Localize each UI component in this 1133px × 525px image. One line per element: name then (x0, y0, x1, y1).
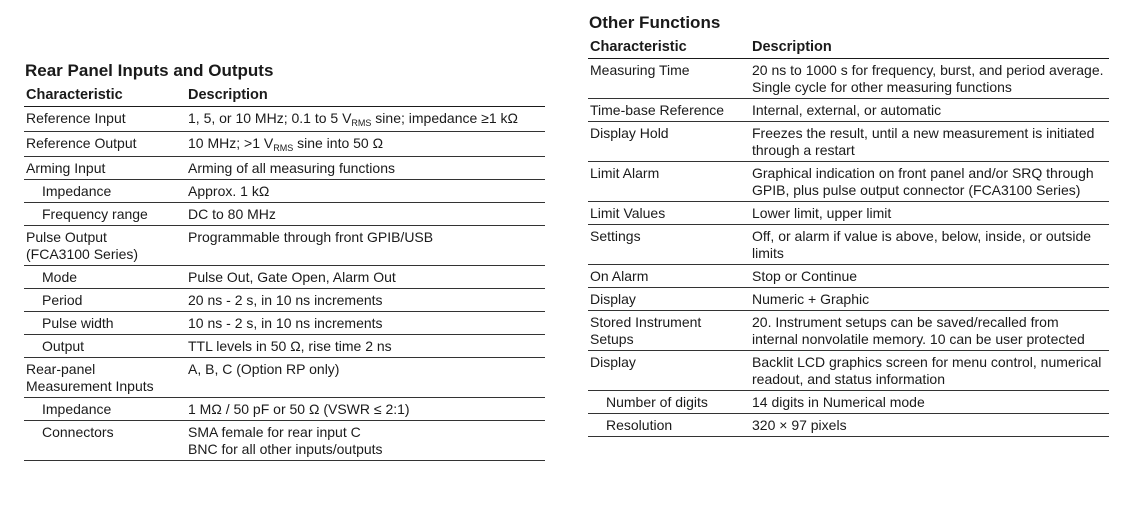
table-row (24, 289, 545, 312)
description-cell: 14 digits in Numerical mode (750, 391, 1109, 414)
table-header-row (588, 39, 1109, 59)
description-cell: Approx. 1 kΩ (186, 180, 545, 203)
table-row (588, 265, 1109, 288)
characteristic-cell: Pulse Output (FCA3100 Series) (24, 226, 186, 266)
characteristic-cell: Limit Alarm (588, 162, 750, 202)
description-cell: Arming of all measuring functions (186, 157, 545, 180)
table-row (588, 311, 1109, 351)
description-cell: A, B, C (Option RP only) (186, 358, 545, 398)
description-cell: Freezes the result, until a new measurement is initiated through a restart (750, 122, 1109, 162)
table-row (24, 421, 545, 461)
table-row (588, 162, 1109, 202)
characteristic-cell: Period (24, 289, 186, 312)
other-functions-rows (588, 59, 1109, 437)
table-row (24, 358, 545, 398)
table-row (588, 122, 1109, 162)
characteristic-cell: Stored Instrument Setups (588, 311, 750, 351)
table-row (24, 398, 545, 421)
description-cell: Stop or Continue (750, 265, 1109, 288)
characteristic-cell: Limit Values (588, 202, 750, 225)
table-row (588, 59, 1109, 99)
description-cell: 10 MHz; >1 $V_{RMS}$ sine into 50 Ω (186, 132, 545, 157)
description-cell: Pulse Out, Gate Open, Alarm Out (186, 266, 545, 289)
characteristic-header: Characteristic (24, 87, 186, 107)
table-row (24, 312, 545, 335)
characteristic-cell: Connectors (24, 421, 186, 461)
description-cell: Numeric + Graphic (750, 288, 1109, 311)
characteristic-cell: Display Hold (588, 122, 750, 162)
characteristic-cell: Reference Input (24, 107, 186, 132)
characteristic-cell: Resolution (588, 414, 750, 437)
other-functions-table (588, 39, 1109, 437)
table-row (24, 107, 545, 132)
description-header: Description (750, 39, 1109, 59)
characteristic-cell: Reference Output (24, 132, 186, 157)
description-cell: Off, or alarm if value is above, below, inside, or outside limits (750, 225, 1109, 265)
table-row (24, 132, 545, 157)
characteristic-cell: Pulse width (24, 312, 186, 335)
characteristic-cell: Impedance (24, 398, 186, 421)
characteristic-cell: Rear-panel Measurement Inputs (24, 358, 186, 398)
characteristic-cell: Measuring Time (588, 59, 750, 99)
table-row (588, 351, 1109, 391)
description-cell: 20. Instrument setups can be saved/recalled from internal nonvolatile memory. 10 can be user protected (750, 311, 1109, 351)
description-header: Description (186, 87, 545, 107)
description-cell: Graphical indication on front panel and/or SRQ through GPIB, plus pulse output connector (FCA3100 Series) (750, 162, 1109, 202)
description-cell: 20 ns - 2 s, in 10 ns increments (186, 289, 545, 312)
rear-panel-table (24, 87, 545, 461)
description-cell: Internal, external, or automatic (750, 99, 1109, 122)
section-title: Other Functions (589, 13, 721, 32)
table-row (24, 266, 545, 289)
description-cell: Backlit LCD graphics screen for menu control, numerical readout, and status information (750, 351, 1109, 391)
characteristic-cell: Number of digits (588, 391, 750, 414)
description-cell: SMA female for rear input C BNC for all other inputs/outputs (186, 421, 545, 461)
characteristic-cell: Display (588, 351, 750, 391)
rear-panel-rows (24, 107, 545, 461)
characteristic-cell: Display (588, 288, 750, 311)
description-cell: 10 ns - 2 s, in 10 ns increments (186, 312, 545, 335)
table-row (24, 203, 545, 226)
description-cell: 20 ns to 1000 s for frequency, burst, and period average. Single cycle for other measuring functions (750, 59, 1109, 99)
description-cell: 1 MΩ / 50 pF or 50 Ω (VSWR ≤ 2:1) (186, 398, 545, 421)
table-row (588, 99, 1109, 122)
characteristic-cell: Frequency range (24, 203, 186, 226)
table-row (24, 180, 545, 203)
description-cell: DC to 80 MHz (186, 203, 545, 226)
table-header-row (24, 87, 545, 107)
characteristic-cell: On Alarm (588, 265, 750, 288)
table-row (24, 226, 545, 266)
rear-panel-section (24, 61, 545, 461)
characteristic-cell: Impedance (24, 180, 186, 203)
description-cell: 320 × 97 pixels (750, 414, 1109, 437)
description-cell: TTL levels in 50 Ω, rise time 2 ns (186, 335, 545, 358)
characteristic-header: Characteristic (588, 39, 750, 59)
table-row (588, 391, 1109, 414)
characteristic-cell: Time-base Reference (588, 99, 750, 122)
description-cell: 1, 5, or 10 MHz; 0.1 to 5 $V_{RMS}$ sine; impedance ≥1 kΩ (186, 107, 545, 132)
table-row (588, 288, 1109, 311)
characteristic-cell: Output (24, 335, 186, 358)
characteristic-cell: Arming Input (24, 157, 186, 180)
table-row (24, 157, 545, 180)
characteristic-cell: Settings (588, 225, 750, 265)
table-row (24, 335, 545, 358)
other-functions-section (588, 13, 1109, 437)
characteristic-cell: Mode (24, 266, 186, 289)
table-row (588, 202, 1109, 225)
table-row (588, 225, 1109, 265)
description-cell: Lower limit, upper limit (750, 202, 1109, 225)
section-title: Rear Panel Inputs and Outputs (25, 61, 274, 80)
description-cell: Programmable through front GPIB/USB (186, 226, 545, 266)
table-row (588, 414, 1109, 437)
